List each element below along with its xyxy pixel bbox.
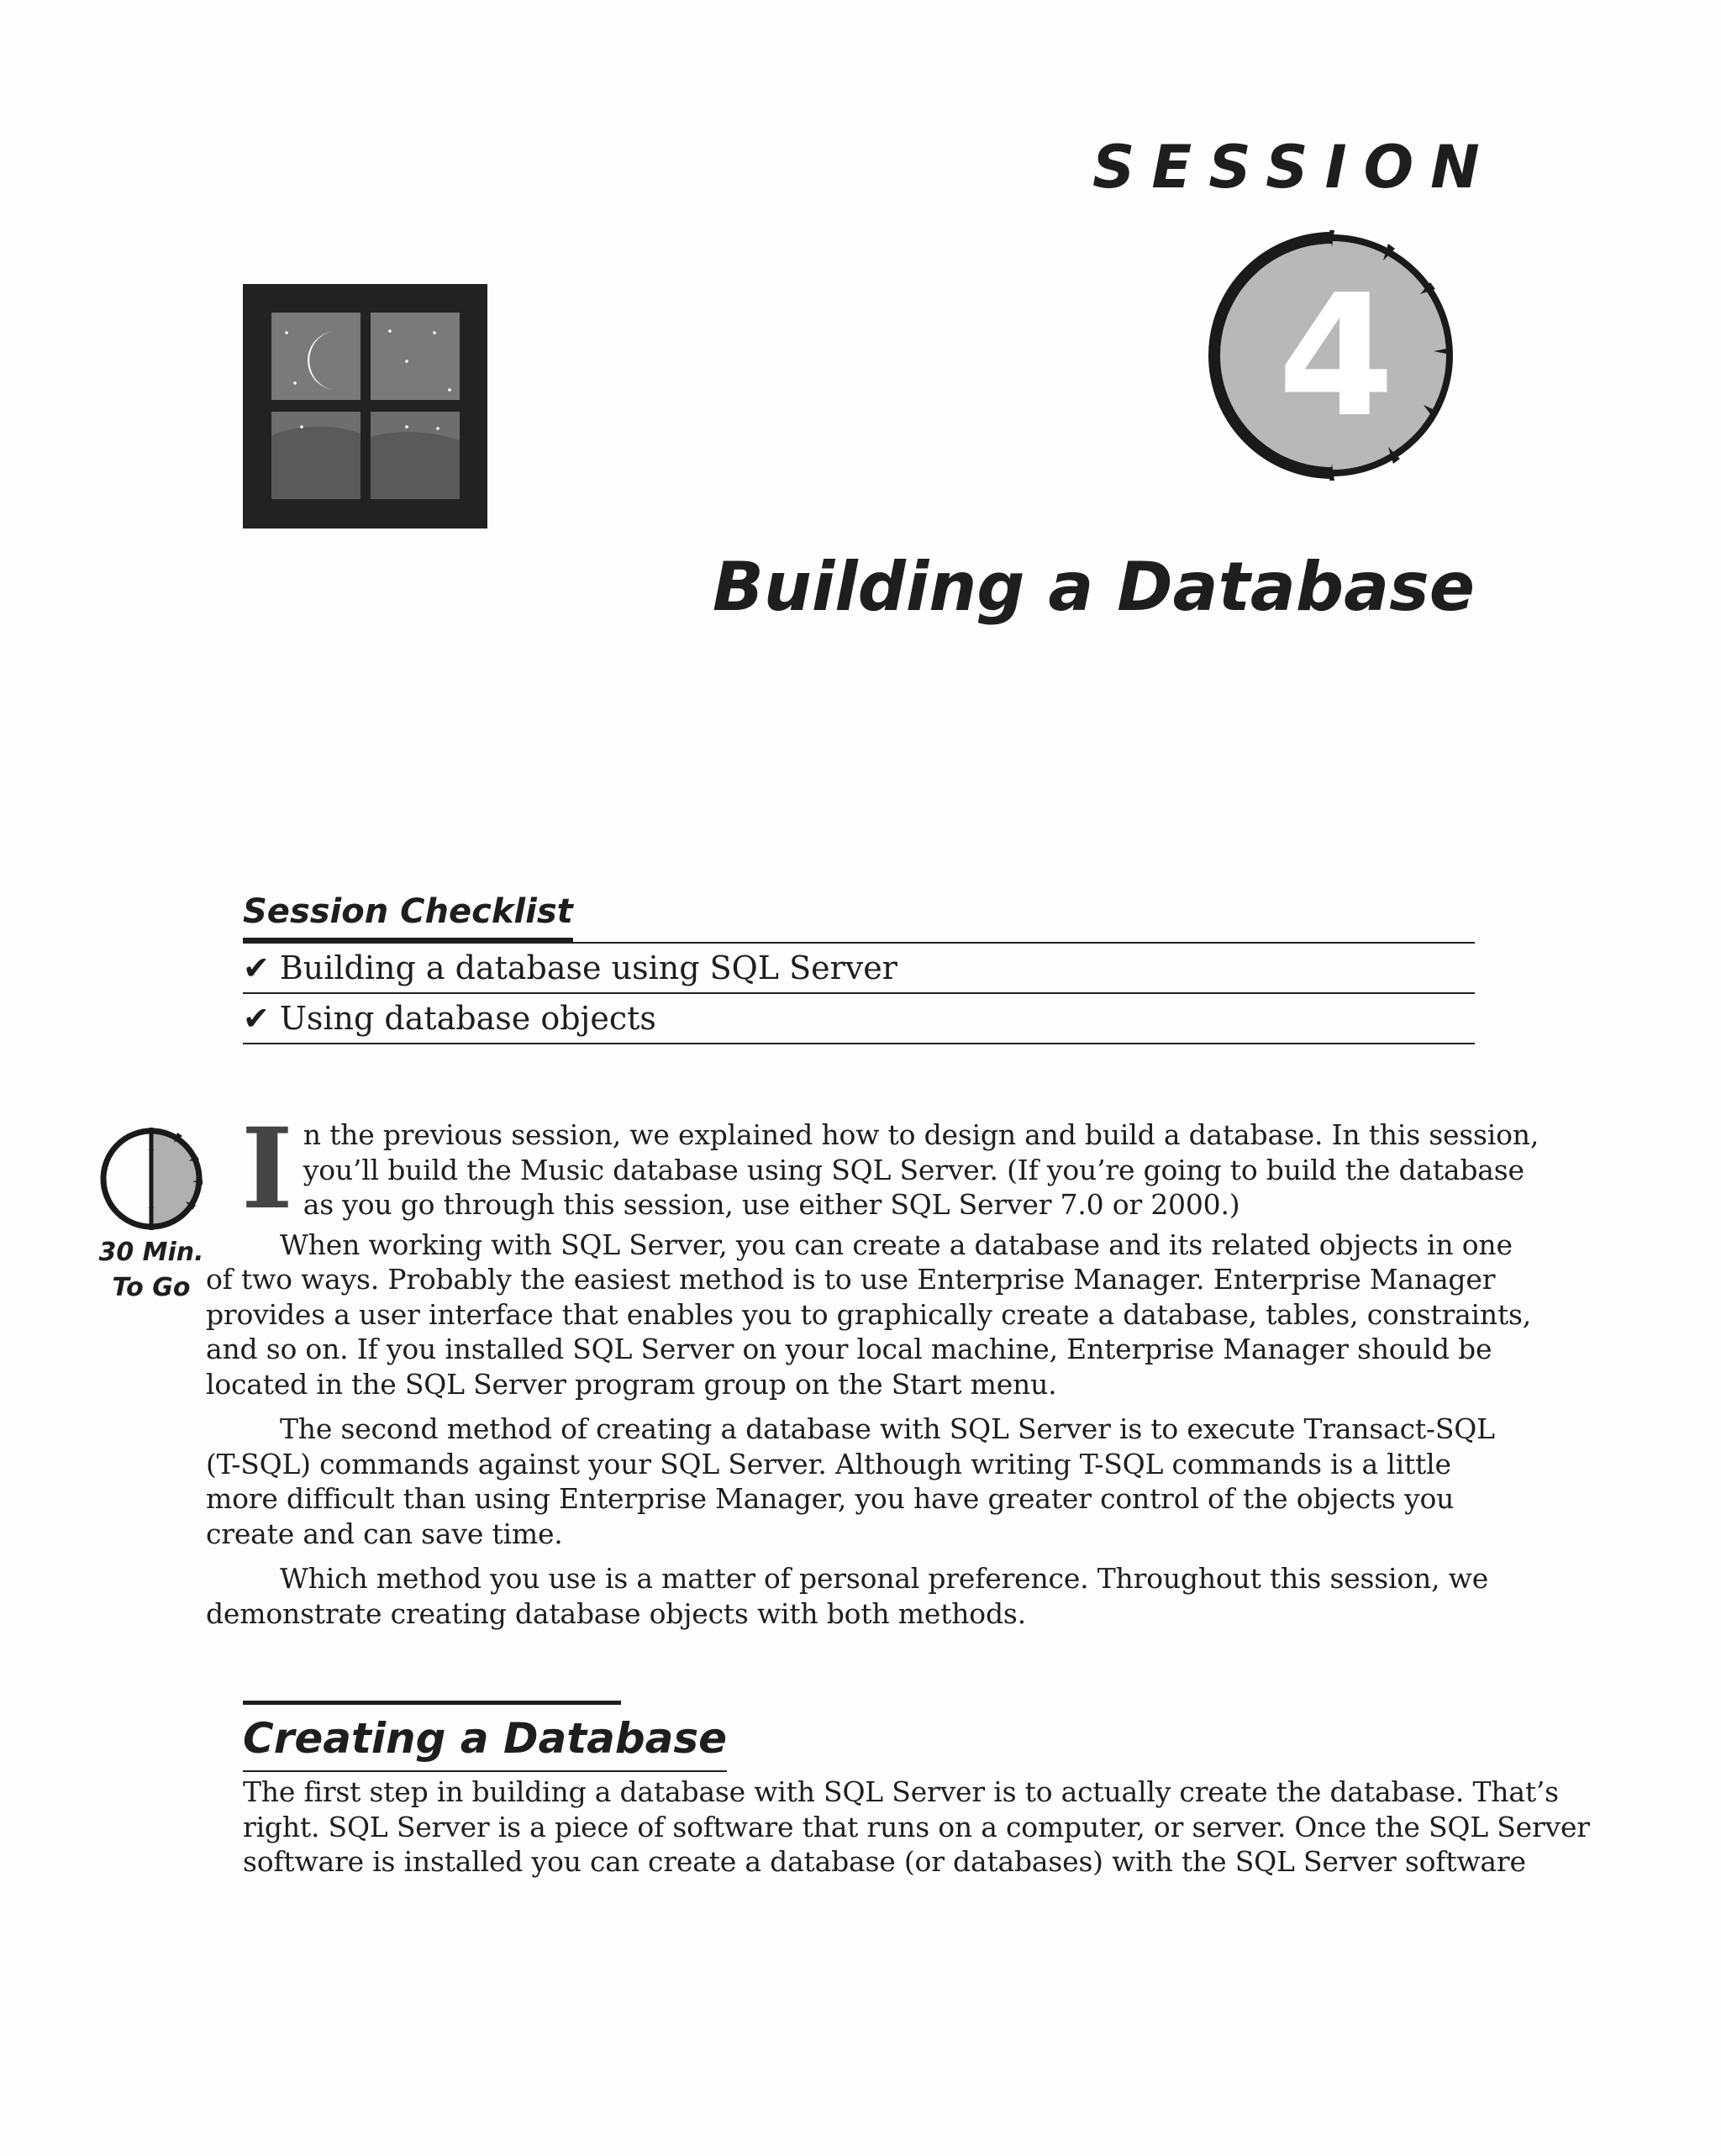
text-line: of two ways. Probably the easiest method is to use Enterprise Manager. Enterprise Manager [206, 1263, 1496, 1296]
text-line: and so on. If you installed SQL Server on your local machine, Enterprise Manager should be [206, 1333, 1492, 1365]
check-mark-icon: ✔ [243, 1000, 270, 1037]
timer-label [84, 1235, 218, 1306]
text-line: (T-SQL) commands against your SQL Server. Although writing T-SQL commands is a little [206, 1447, 1451, 1480]
checklist-item [243, 944, 1475, 994]
section-body [243, 1775, 1590, 1880]
section-heading-block [243, 1701, 727, 1772]
text-line: When working with SQL Server, you can create a database and its related objects in one [280, 1228, 1513, 1261]
section-rule [243, 1701, 621, 1705]
checklist-items [243, 942, 1475, 1044]
text-line: as you go through this session, use either SQL Server 7.0 or 2000.) [303, 1188, 1240, 1221]
text-line: Which method you use is a matter of personal preference. Throughout this session, we [280, 1562, 1489, 1595]
section-heading: Creating a Database [243, 1708, 727, 1772]
session-number: 4 [1277, 259, 1395, 455]
paragraph [241, 1104, 1539, 1234]
timer-to-go: To Go [112, 1273, 191, 1302]
text-line: provides a user interface that enables you to graphically create a database, tables, constraints, [206, 1297, 1532, 1331]
session-label: SESSION [1092, 133, 1497, 202]
timer-icon [97, 1124, 206, 1233]
paragraph [206, 1561, 1489, 1631]
paragraph [243, 1775, 1590, 1880]
paragraph [206, 1228, 1532, 1402]
text-line: you’ll build the Music database using SQL Server. (If you’re going to build the database [303, 1153, 1524, 1186]
drop-cap: I [241, 1104, 293, 1234]
text-line: software is installed you can create a database (or databases) with the SQL Server software [243, 1845, 1526, 1878]
text-line: demonstrate creating database objects with both methods. [206, 1596, 1026, 1630]
timer-minutes: 30 Min. [98, 1238, 204, 1267]
paragraph [206, 1412, 1495, 1551]
text-line: create and can save time. [206, 1517, 563, 1550]
text-line: located in the SQL Server program group on the Start menu. [206, 1367, 1057, 1401]
session-title: Building a Database [712, 548, 1475, 626]
checklist-item-text: Building a database using SQL Server [279, 949, 897, 986]
text-line: more difficult than using Enterprise Manager, you have greater control of the objects you [206, 1482, 1455, 1515]
checklist-item-text: Using database objects [279, 1000, 656, 1037]
intro-body [206, 1104, 1539, 1641]
text-line: right. SQL Server is a piece of software that runs on a computer, or server. Once the SQL Server [243, 1810, 1590, 1843]
check-mark-icon: ✔ [243, 949, 270, 986]
night-window-illustration [243, 284, 487, 528]
checklist-item [243, 994, 1475, 1044]
session-clock-icon [1202, 225, 1462, 486]
text-line: The first step in building a database with SQL Server is to actually create the database. That’s [243, 1775, 1559, 1808]
session-checklist [243, 891, 1475, 1044]
text-line: The second method of creating a database with SQL Server is to execute Transact-SQL [280, 1412, 1495, 1445]
text-line: n the previous session, we explained how to design and build a database. In this session, [303, 1118, 1539, 1151]
checklist-heading: Session Checklist [243, 891, 573, 942]
